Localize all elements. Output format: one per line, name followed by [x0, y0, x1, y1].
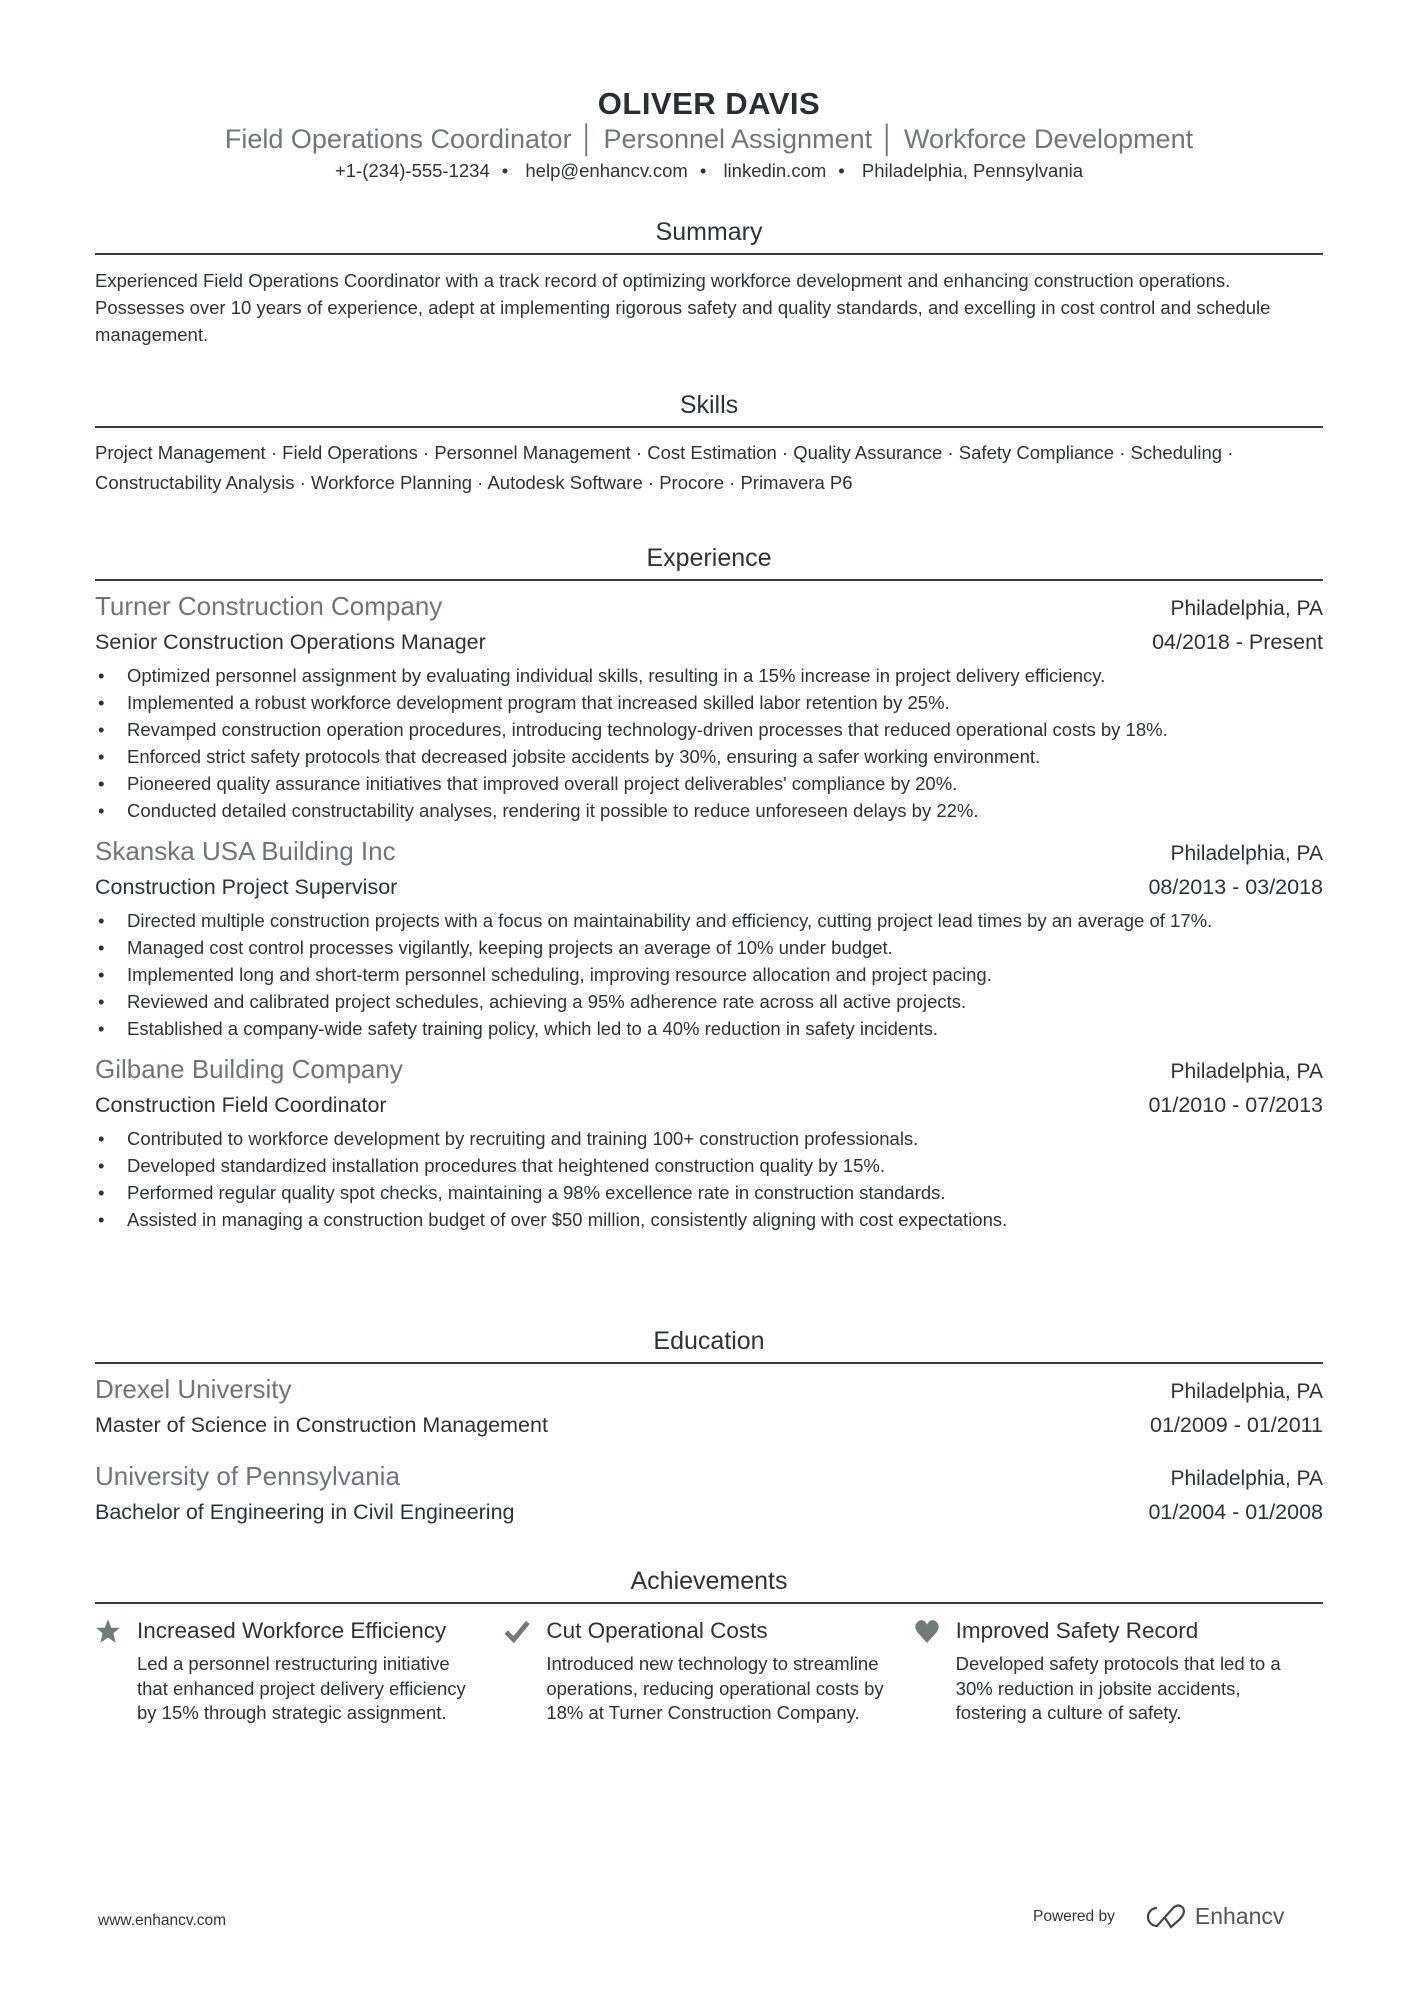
job-title: Senior Construction Operations Manager: [95, 630, 486, 654]
candidate-name: OLIVER DAVIS: [597, 86, 821, 121]
skill-item: Procore: [659, 472, 724, 493]
achievement-title: Increased Workforce Efficiency: [137, 1618, 447, 1643]
company-name: Skanska USA Building Inc: [95, 836, 396, 866]
job-entry: [95, 1052, 1323, 1233]
skill-item: Safety Compliance: [958, 442, 1115, 463]
skill-item: Cost Estimation: [647, 442, 777, 463]
job-bullets: [95, 1125, 1323, 1233]
achievements-section: [95, 1564, 1323, 1726]
achievement-description: Developed safety protocols that led to a 30% reduction in jobsite accidents, fostering a culture of safety.: [955, 1653, 1281, 1723]
check-icon: [504, 1614, 546, 1726]
job-list: [95, 589, 1323, 1233]
skill-separator: ·: [942, 442, 959, 463]
bullet-item: • Contributed to workforce development by recruiting and training 100+ construction professionals.: [95, 1125, 1323, 1152]
achievement-item: [914, 1614, 1323, 1726]
skill-separator: ·: [630, 442, 648, 463]
headline: Field Operations Coordinator │ Personnel Assignment │ Workforce Development: [224, 124, 1194, 154]
linkedin[interactable]: linkedin.com: [723, 160, 827, 181]
bullet-item: • Assisted in managing a construction budget of over $50 million, consistently aligning with cost expectations.: [95, 1206, 1323, 1233]
skill-item: Constructability Analysis: [95, 472, 295, 493]
achievement-body: [956, 1614, 1296, 1726]
bullet-item: • Conducted detailed constructability analyses, rendering it possible to reduce unforeseen delays by 22%.: [95, 797, 1323, 824]
section-title: Achievements: [630, 1567, 788, 1595]
summary-text: Experienced Field Operations Coordinator with a track record of optimizing workforce development and enhancing construction operations. Possesses over 10 years of experience, adept at implementing rigorous safety and quality standards, and excelling in cost control and schedule management.: [95, 270, 1271, 345]
job-subheader: [95, 626, 1323, 658]
divider: [95, 579, 1323, 581]
powered-by-label: Powered by: [1033, 1907, 1115, 1925]
powered-by: [1033, 1903, 1284, 1930]
bullet-item: • Implemented long and short-term personnel scheduling, improving resource allocation and project pacing.: [95, 961, 1323, 988]
job-location: Philadelphia, PA: [1170, 1060, 1323, 1083]
job-header: [95, 834, 1323, 871]
location: Philadelphia, Pennsylvania: [861, 160, 1084, 181]
job-header: [95, 589, 1323, 626]
skill-separator: ·: [642, 472, 660, 493]
education-subheader: [95, 1496, 1323, 1528]
skill-item: Autodesk Software: [487, 472, 643, 493]
bullet-item: • Directed multiple construction projects with a focus on maintainability and efficiency, cutting project lead times by an average of 17%.: [95, 907, 1323, 934]
company-name: Turner Construction Company: [95, 591, 443, 621]
achievement-list: [95, 1614, 1323, 1726]
divider: [95, 426, 1323, 428]
bullet-item: • Optimized personnel assignment by evaluating individual skills, resulting in a 15% increase in project delivery efficiency.: [95, 662, 1323, 689]
contact-info: +1-(234)-555-1234 • help@enhancv.com • linkedin.com • Philadelphia, Pennsylvania: [334, 160, 1084, 181]
degree: Bachelor of Engineering in Civil Engineering: [95, 1500, 515, 1524]
school-name: Drexel University: [95, 1374, 292, 1404]
achievement-body: [137, 1614, 477, 1726]
skill-separator: ·: [417, 442, 435, 463]
website-link[interactable]: www.enhancv.com: [98, 1912, 227, 1929]
education-entry: [95, 1459, 1323, 1528]
enhancv-logo[interactable]: [1143, 1903, 1285, 1930]
skill-separator: ·: [265, 442, 283, 463]
school-location: Philadelphia, PA: [1170, 1380, 1323, 1403]
job-dates: 08/2013 - 03/2018: [1148, 875, 1323, 899]
skill-item: Project Management: [95, 442, 266, 463]
school-name: University of Pennsylvania: [95, 1461, 400, 1491]
job-entry: [95, 834, 1323, 1042]
achievement-description: Led a personnel restructuring initiative that enhanced project delivery efficiency by 15% through strategic assignment.: [137, 1653, 466, 1723]
divider: [95, 1602, 1323, 1604]
skill-separator: ·: [472, 472, 488, 493]
job-title: Construction Project Supervisor: [95, 875, 398, 899]
enhancv-logo-icon: [1143, 1904, 1187, 1930]
skill-item: Personnel Management: [434, 442, 631, 463]
degree: Master of Science in Construction Management: [95, 1413, 548, 1437]
bullet-item: • Enforced strict safety protocols that decreased jobsite accidents by 30%, ensuring a safer working environment.: [95, 743, 1323, 770]
education-entry: [95, 1372, 1323, 1441]
section-title: Education: [653, 1327, 765, 1355]
heart-icon: [914, 1614, 956, 1726]
achievement-body: [546, 1614, 886, 1726]
divider: [95, 253, 1323, 255]
bullet-item: • Pioneered quality assurance initiatives that improved overall project deliverables' compliance by 20%.: [95, 770, 1323, 797]
section-title: Skills: [679, 391, 739, 419]
education-header: [95, 1372, 1323, 1409]
education-subheader: [95, 1409, 1323, 1441]
skill-item: Scheduling: [1130, 442, 1223, 463]
bullet-item: • Revamped construction operation procedures, introducing technology-driven processes that reduced operational costs by 18%.: [95, 716, 1323, 743]
achievement-title: Cut Operational Costs: [546, 1618, 768, 1643]
skills-section: [95, 388, 1323, 498]
education-header: [95, 1459, 1323, 1496]
email[interactable]: help@enhancv.com: [525, 160, 688, 181]
job-location: Philadelphia, PA: [1170, 842, 1323, 865]
section-title: Summary: [655, 218, 763, 246]
skill-separator: ·: [294, 472, 311, 493]
achievement-item: [504, 1614, 913, 1726]
experience-section: [95, 541, 1323, 1243]
education-dates: 01/2009 - 01/2011: [1150, 1413, 1323, 1437]
bullet-item: • Developed standardized installation procedures that heightened construction quality by 15%.: [95, 1152, 1323, 1179]
bullet-item: • Reviewed and calibrated project schedules, achieving a 95% adherence rate across all active projects.: [95, 988, 1323, 1015]
job-header: [95, 1052, 1323, 1089]
summary-section: [95, 215, 1323, 348]
company-name: Gilbane Building Company: [95, 1054, 403, 1084]
job-title: Construction Field Coordinator: [95, 1093, 387, 1117]
achievement-description: Introduced new technology to streamline operations, reducing operational costs by 18% at Turner Construction Company.: [546, 1653, 884, 1723]
brand-name: Enhancv: [1194, 1903, 1285, 1929]
job-bullets: [95, 907, 1323, 1042]
skills-list: [95, 438, 1323, 498]
bullet-item: • Managed cost control processes vigilantly, keeping projects an average of 10% under budget.: [95, 934, 1323, 961]
achievement-title: Improved Safety Record: [955, 1618, 1199, 1643]
phone: +1-(234)-555-1234: [334, 160, 490, 181]
skill-item: Quality Assurance: [793, 442, 943, 463]
star-icon: [95, 1614, 137, 1726]
job-subheader: [95, 1089, 1323, 1121]
section-title: Experience: [646, 544, 772, 572]
divider: [95, 1362, 1323, 1364]
bullet-item: • Established a company-wide safety training policy, which led to a 40% reduction in safety incidents.: [95, 1015, 1323, 1042]
education-dates: 01/2004 - 01/2008: [1148, 1500, 1323, 1524]
skill-separator: ·: [776, 442, 794, 463]
job-location: Philadelphia, PA: [1170, 597, 1323, 620]
achievement-item: [95, 1614, 504, 1726]
education-section: [95, 1324, 1323, 1546]
skill-separator: ·: [723, 472, 741, 493]
skill-item: Primavera P6: [740, 472, 853, 493]
job-bullets: [95, 662, 1323, 824]
skill-item: Workforce Planning: [310, 472, 473, 493]
skill-separator: ·: [1222, 442, 1234, 463]
bullet-item: • Performed regular quality spot checks, maintaining a 98% excellence rate in construction standards.: [95, 1179, 1323, 1206]
job-dates: 04/2018 - Present: [1152, 630, 1323, 654]
job-subheader: [95, 871, 1323, 903]
skill-separator: ·: [1114, 442, 1131, 463]
school-location: Philadelphia, PA: [1170, 1467, 1323, 1490]
skill-item: Field Operations: [282, 442, 418, 463]
education-list: [95, 1372, 1323, 1528]
bullet-item: • Implemented a robust workforce development program that increased skilled labor retention by 25%.: [95, 689, 1323, 716]
job-entry: [95, 589, 1323, 824]
job-dates: 01/2010 - 07/2013: [1148, 1093, 1323, 1117]
